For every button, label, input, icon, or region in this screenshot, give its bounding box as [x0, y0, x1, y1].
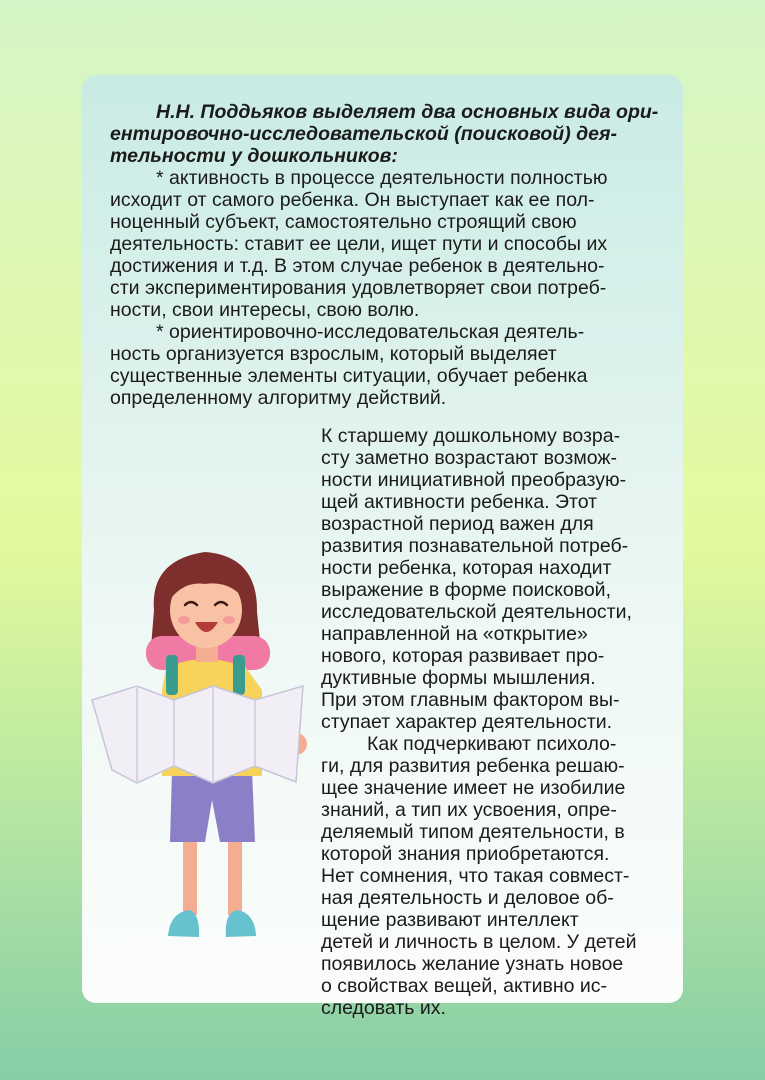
side-line: о свойствах вещей, активно ис-: [321, 975, 608, 997]
girl-with-map-illustration: [90, 540, 315, 945]
side-line: ги, для развития ребенка решаю-: [321, 755, 625, 777]
side-line: исследовательской деятельности,: [321, 601, 632, 623]
intro-line: ность организуется взрослым, который выделяет: [110, 343, 557, 365]
side-line: выражение в форме поисковой,: [321, 579, 611, 601]
intro-line: достижения и т.д. В этом случае ребенок в деятельно-: [110, 255, 605, 277]
side-line: детей и личность в целом. У детей: [321, 931, 637, 953]
intro-line: ноценный субъект, самостоятельно строящий свою: [110, 211, 577, 233]
side-line: ности инициативной преобразую-: [321, 469, 627, 491]
heading-line: тельности у дошкольников:: [110, 145, 398, 167]
side-line: развития познавательной потреб-: [321, 535, 629, 557]
left-leg: [183, 835, 197, 915]
side-line: щение развивают интеллект: [321, 909, 579, 931]
side-line: знаний, а тип их усвоения, опре-: [321, 799, 617, 821]
right-leg: [228, 835, 242, 915]
intro-line: деятельность: ставит ее цели, ищет пути и способы их: [110, 233, 608, 255]
intro-line: * ориентировочно-исследовательская деятель-: [156, 321, 585, 343]
side-line: При этом главным фактором вы-: [321, 689, 620, 711]
intro-line: сти экспериментирования удовлетворяет свои потреб-: [110, 277, 607, 299]
intro-line: ности, свои интересы, свою волю.: [110, 299, 420, 321]
map: [92, 686, 303, 783]
side-line: деляемый типом деятельности, в: [321, 821, 625, 843]
heading-line: ентировочно-исследовательской (поисковой) дея-: [110, 123, 617, 145]
side-line: следовать их.: [321, 997, 446, 1019]
left-cheek: [178, 616, 190, 624]
heading-line: Н.Н. Поддьяков выделяет два основных вида ори-: [156, 101, 659, 123]
side-line: появилось желание узнать новое: [321, 953, 624, 975]
side-line: возрастной период важен для: [321, 513, 594, 535]
intro-text: [110, 101, 670, 409]
side-line: Как подчеркивают психоло-: [367, 733, 617, 755]
side-line: нового, которая развивает про-: [321, 645, 605, 667]
side-line: которой знания приобретаются.: [321, 843, 610, 865]
intro-line: * активность в процессе деятельности полностью: [156, 167, 608, 189]
left-shoe: [168, 910, 199, 937]
side-line: ная деятельность и деловое об-: [321, 887, 614, 909]
right-cheek: [223, 616, 235, 624]
strap-left: [166, 655, 178, 695]
side-line: ступает характер деятельности.: [321, 711, 613, 733]
strap-right: [233, 655, 245, 695]
side-line: дуктивные формы мышления.: [321, 667, 596, 689]
side-line: ности ребенка, которая находит: [321, 557, 612, 579]
side-line: щее значение имеет не изобилие: [321, 777, 626, 799]
side-line: сту заметно возрастают возмож-: [321, 447, 617, 469]
intro-line: определенному алгоритму действий.: [110, 387, 447, 409]
side-line: Нет сомнения, что такая совмест-: [321, 865, 630, 887]
intro-line: существенные элементы ситуации, обучает ребенка: [110, 365, 588, 387]
side-line: К старшему дошкольному возра-: [321, 425, 621, 447]
side-line: направленной на «открытие»: [321, 623, 588, 645]
side-line: щей активности ребенка. Этот: [321, 491, 598, 513]
intro-line: исходит от самого ребенка. Он выступает как ее пол-: [110, 189, 595, 211]
side-text: [321, 425, 671, 1019]
